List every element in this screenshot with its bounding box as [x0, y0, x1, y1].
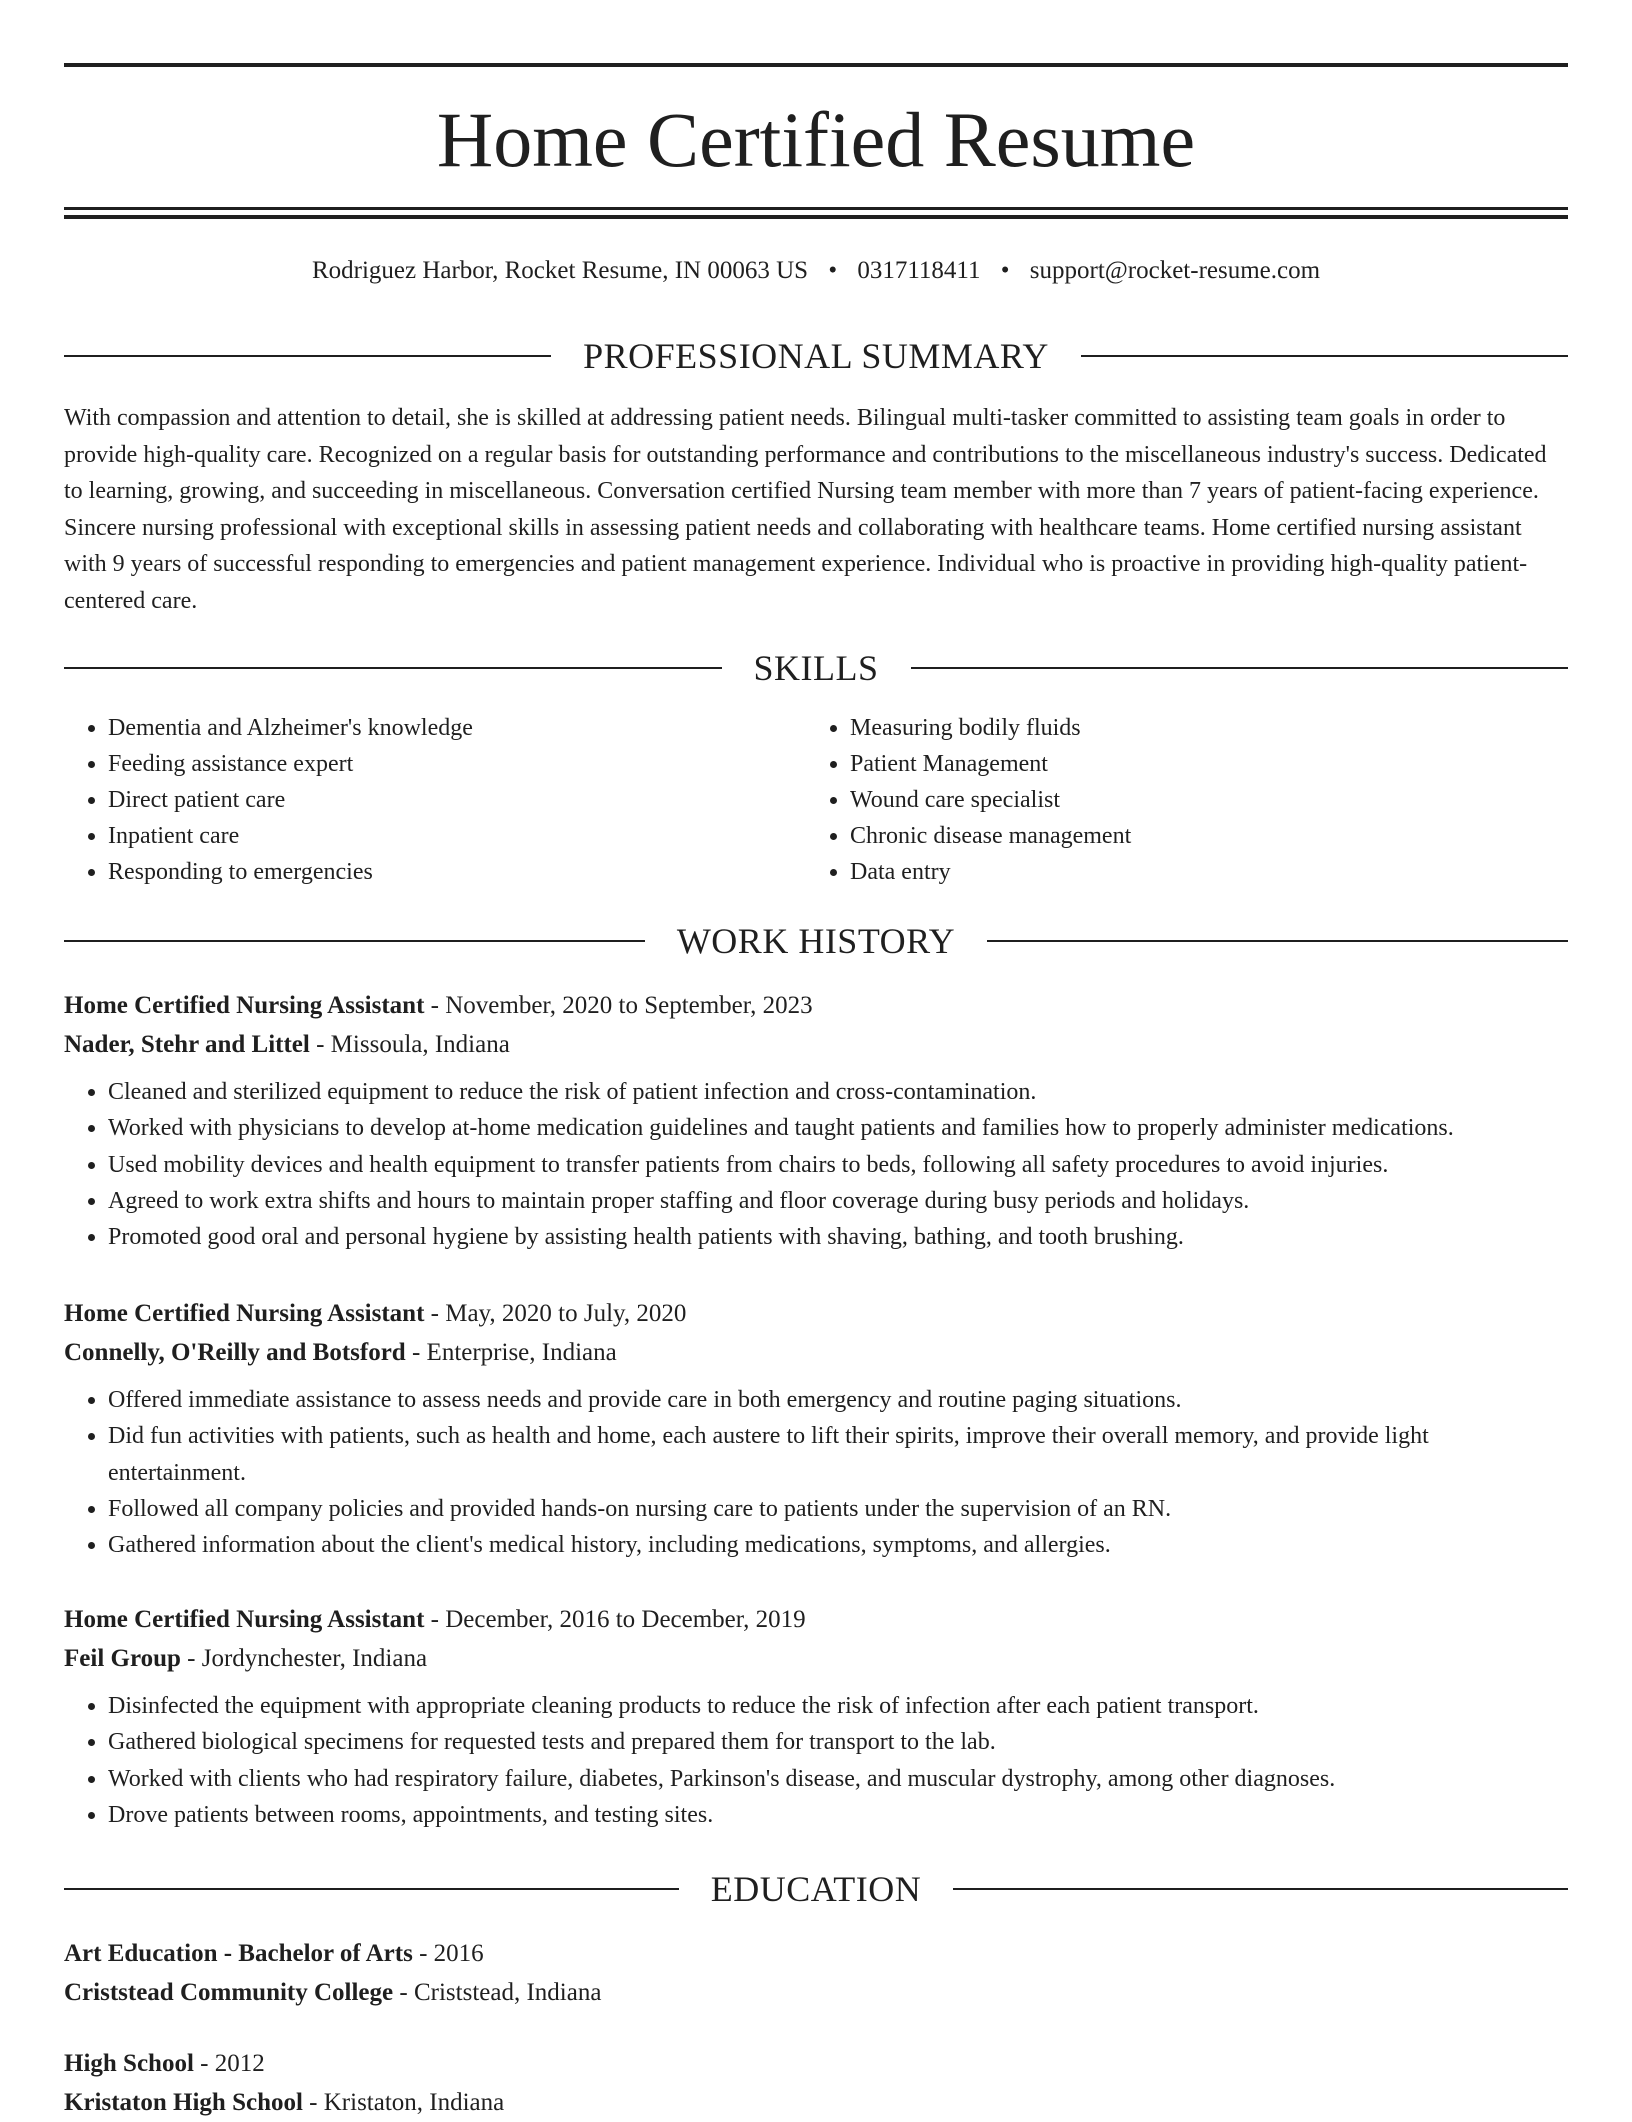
job-dates: - November, 2020 to September, 2023 [424, 992, 813, 1019]
job-company: Connelly, O'Reilly and Botsford [64, 1339, 406, 1366]
resume-title: Home Certified Resume [436, 96, 1196, 183]
job-bullet: • Used mobility devices and health equipment to transfer patients from chairs to beds, following all safety procedures to avoid injuries. [108, 1147, 1568, 1183]
skill-item: • Feeding assistance expert [108, 746, 806, 782]
job-bullet: • Drove patients between rooms, appointments, and testing sites. [108, 1797, 1568, 1833]
job-location: - Enterprise, Indiana [405, 1339, 617, 1366]
contact-phone: 0317118411 [857, 257, 981, 284]
skills-heading [64, 646, 1568, 690]
divider-line [64, 940, 645, 942]
education-location: - Kristaton, Indiana [302, 2089, 505, 2116]
job-dates: - May, 2020 to July, 2020 [424, 1300, 687, 1327]
skill-item: • Dementia and Alzheimer's knowledge [108, 710, 806, 746]
divider-line [987, 940, 1568, 942]
education-school: Kristaton High School [64, 2089, 303, 2116]
job-title-line [64, 1294, 1568, 1333]
job-bullet: • Followed all company policies and provided hands-on nursing care to patients under the supervision of an RN. [108, 1491, 1568, 1527]
job-entry [64, 1600, 1568, 1833]
job-title: Home Certified Nursing Assistant [64, 992, 425, 1019]
section-title: EDUCATION [710, 1869, 922, 1909]
job-bullet: • Did fun activities with patients, such as health and home, each austere to lift their spirits, improve their overall memory, and provide light entertainment. [108, 1418, 1568, 1491]
job-bullet: • Worked with physicians to develop at-home medication guidelines and taught patients and families how to properly administer medications. [108, 1110, 1568, 1146]
education-degree: Art Education - Bachelor of Arts [64, 1940, 413, 1967]
contact-email: support@rocket-resume.com [1029, 257, 1321, 284]
contact-separator: • [828, 257, 838, 284]
job-bullet: • Offered immediate assistance to assess needs and provide care in both emergency and routine paging situations. [108, 1382, 1568, 1418]
divider-line [64, 1888, 679, 1890]
job-bullet: • Agreed to work extra shifts and hours to maintain proper staffing and floor coverage during busy periods and holidays. [108, 1183, 1568, 1219]
education-degree-line [64, 1934, 1568, 1973]
skill-item: • Wound care specialist [850, 782, 1548, 818]
education-year: - 2016 [412, 1940, 484, 1967]
skills-list [64, 710, 1568, 890]
education-school: Criststead Community College [64, 1979, 394, 2006]
job-location: - Missoula, Indiana [309, 1031, 510, 1058]
section-title: SKILLS [753, 648, 879, 688]
job-bullet: • Disinfected the equipment with appropriate cleaning products to reduce the risk of infection after each patient transport. [108, 1688, 1568, 1724]
divider-line [1081, 355, 1568, 357]
job-title: Home Certified Nursing Assistant [64, 1300, 425, 1327]
contact-address: Rodriguez Harbor, Rocket Resume, IN 00063 US [311, 257, 809, 284]
job-company: Nader, Stehr and Littel [64, 1031, 310, 1058]
section-title: WORK HISTORY [676, 921, 956, 961]
skill-item: • Measuring bodily fluids [850, 710, 1548, 746]
skills-column-right [806, 710, 1548, 890]
skill-item: • Chronic disease management [850, 818, 1548, 854]
job-bullet: • Promoted good oral and personal hygiene by assisting health patients with shaving, bathing, and tooth brushing. [108, 1219, 1568, 1255]
job-dates: - December, 2016 to December, 2019 [424, 1606, 806, 1633]
job-entry [64, 1294, 1568, 1563]
title-rule-lower [64, 215, 1568, 219]
job-bullet: • Cleaned and sterilized equipment to reduce the risk of patient infection and cross-contamination. [108, 1074, 1568, 1110]
contact-line [64, 254, 1568, 288]
job-title: Home Certified Nursing Assistant [64, 1606, 425, 1633]
summary-text: With compassion and attention to detail, she is skilled at addressing patient needs. Bilingual multi-tasker committed to assisting team goals in order to provide high-quality care. Recognized on a regular basis for outstanding performance and contributions to the miscellaneous industry's success. Dedicated to learning, growing, and succeeding in miscellaneous. Conversation certified Nursing team member with more than 7 years of patient-facing experience. Sincere nursing professional with exceptional skills in assessing patient needs and collaborating with healthcare teams. Home certified nursing assistant with 9 years of successful responding to emergencies and patient management experience. Individual who is proactive in providing high-quality patient-centered care. [64, 405, 1547, 614]
divider-line [911, 667, 1569, 669]
job-company: Feil Group [64, 1645, 181, 1672]
job-company-line [64, 1639, 1568, 1678]
title-rule-upper [64, 207, 1568, 210]
education-location: - Criststead, Indiana [393, 1979, 602, 2006]
job-title-line [64, 1600, 1568, 1639]
job-title-line [64, 986, 1568, 1025]
section-title: PROFESSIONAL SUMMARY [583, 336, 1049, 376]
education-entry [64, 1934, 1568, 2012]
job-bullet: • Worked with clients who had respiratory failure, diabetes, Parkinson's disease, and muscular dystrophy, among other diagnoses. [108, 1761, 1568, 1797]
skill-item: • Direct patient care [108, 782, 806, 818]
education-school-line [64, 1973, 1568, 2012]
education-degree: High School [64, 2050, 194, 2077]
education-school-line [64, 2083, 1568, 2122]
job-location: - Jordynchester, Indiana [180, 1645, 428, 1672]
skill-item: • Data entry [850, 854, 1548, 890]
job-entry [64, 986, 1568, 1255]
education-entry [64, 2044, 1568, 2122]
job-company-line [64, 1025, 1568, 1064]
divider-line [64, 667, 722, 669]
divider-line [64, 355, 551, 357]
job-bullet: • Gathered information about the client's medical history, including medications, symptoms, and allergies. [108, 1527, 1568, 1563]
education-heading [64, 1867, 1568, 1911]
work-history-heading [64, 919, 1568, 963]
skills-column-left [64, 710, 806, 890]
skill-item: • Responding to emergencies [108, 854, 806, 890]
top-rule [64, 63, 1568, 67]
job-company-line [64, 1333, 1568, 1372]
summary-heading [64, 334, 1568, 378]
education-year: - 2012 [193, 2050, 265, 2077]
contact-separator: • [1000, 257, 1010, 284]
skill-item: • Inpatient care [108, 818, 806, 854]
skill-item: • Patient Management [850, 746, 1548, 782]
job-bullet: • Gathered biological specimens for requested tests and prepared them for transport to the lab. [108, 1724, 1568, 1760]
education-degree-line [64, 2044, 1568, 2083]
divider-line [953, 1888, 1568, 1890]
